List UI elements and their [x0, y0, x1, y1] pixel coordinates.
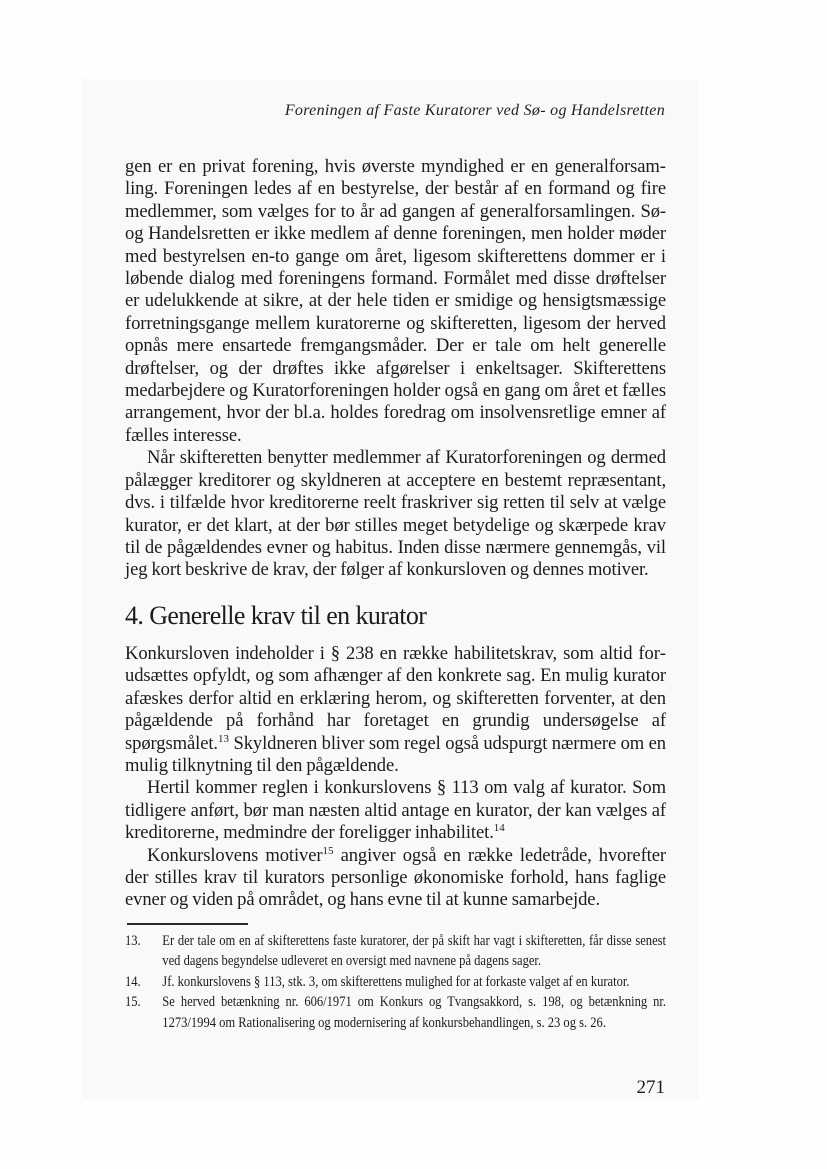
- footnotes: [125, 931, 666, 1033]
- paragraph: gen er en privat forening, hvis øverste myndighed er en generalforsamling. Foreningen ledes af en bestyrelse, der består af en formand og fire medlemmer, som vælges for to år ad gangen af generalforsamlingen. Sø- og Handelsretten er ikke medlem af denne foreningen, men holder møder med bestyrelsen en-to gange om året, ligesom skifterettens dommer er i løbende dialog med foreningens formand. Formålet med disse drøftelser er udelukkende at sikre, at der hele tiden er smidige og hensigtsmæssige forretningsgange mellem kuratorerne og skifteretten, ligesom der herved opnås mere ensartede fremgangsmåder. Der er tale om helt generelle drøftelser, og der drøftes ikke afgørelser i enkeltsager. Skifterettens medarbejdere og Kuratorforeningen holder også en gang om året et fælles arrangement, hvor der bl.a. holdes foredrag om insolvensretlige emner af fælles interesse.: [125, 156, 666, 446]
- footnote-text: Er der tale om en af skifterettens faste kuratorer, der på skift har vagt i skifteretten, får disse senest ved dagens begyndelse udleveret en oversigt med navnene på dagens sager.: [162, 933, 667, 970]
- paragraph: Hertil kommer reglen i konkurslovens § 113 om valg af kurator. Som tidligere anført, bør man næsten altid antage en kurator, der kan vælges af kreditorerne, medmindre der foreligger inhabilitet.$^{14}$: [125, 777, 666, 844]
- footnote-number: 13.: [125, 933, 141, 949]
- footnote-marker: 14: [493, 822, 505, 835]
- footnote-text: Jf. konkurslovens § 113, stk. 3, om skifterettens mulighed for at forkaste valget af en kurator.: [162, 973, 630, 990]
- footnote-item: [125, 992, 666, 1033]
- footnote-marker: 15: [322, 844, 334, 857]
- footnote-item: [125, 972, 666, 992]
- body-text-upper: [125, 156, 666, 582]
- running-header: Foreningen af Faste Kuratorer ved Sø- og Handelsretten: [284, 102, 665, 119]
- footnote-text: Se herved betænkning nr. 606/1971 om Konkurs og Tvangsakkord, s. 198, og betænkning nr. 1273/1994 om Rationalisering og modernisering af konkursbehandlingen, s. 23 og s. 26.: [162, 994, 667, 1031]
- footnote-number: 14.: [125, 973, 141, 990]
- paragraph: Konkursloven indeholder i § 238 en række habilitetskrav, som altid forudsættes opfyldt, og som afhænger af den konkrete sag. En mulig kurator afæskes derfor altid en erklæring herom, og skifteretten forventer, at den pågældende på forhånd har foretaget en grundig undersøgelse af spørgsmålet.$^{13}$ Skyldneren bliver som regel også udspurgt nærmere om en mulig tilknytning til den pågældende.: [125, 643, 666, 777]
- footnote-separator: [127, 923, 248, 925]
- page-number: 271: [636, 1077, 665, 1098]
- body-text-lower: [125, 601, 666, 912]
- footnote-item: [125, 931, 666, 972]
- section-heading: 4. Generelle krav til en kurator: [125, 601, 427, 630]
- footnote-number: 15.: [125, 994, 141, 1011]
- paragraph: Når skifteretten benytter medlemmer af Kuratorforeningen og dermed pålægger kreditorer og skyldneren at acceptere en bestemt repræsentant, dvs. i tilfælde hvor kreditorerne reelt fraskriver sig retten til selv at vælge kurator, er det klart, at der bør stilles meget betydelige og skærpede krav til de pågældendes evner og habitus. Inden disse nærmere gennemgås, vil jeg kort beskrive de krav, der følger af konkursloven og dennes motiver.: [125, 447, 666, 581]
- footnote-marker: 13: [217, 732, 229, 745]
- paragraph: Konkurslovens motiver$^{15}$ angiver også en række ledetråde, hvorefter der stilles krav til kurators personlige økonomiske forhold, hans faglige evner og viden på området, og hans evne til at kunne samarbejde.: [125, 844, 666, 911]
